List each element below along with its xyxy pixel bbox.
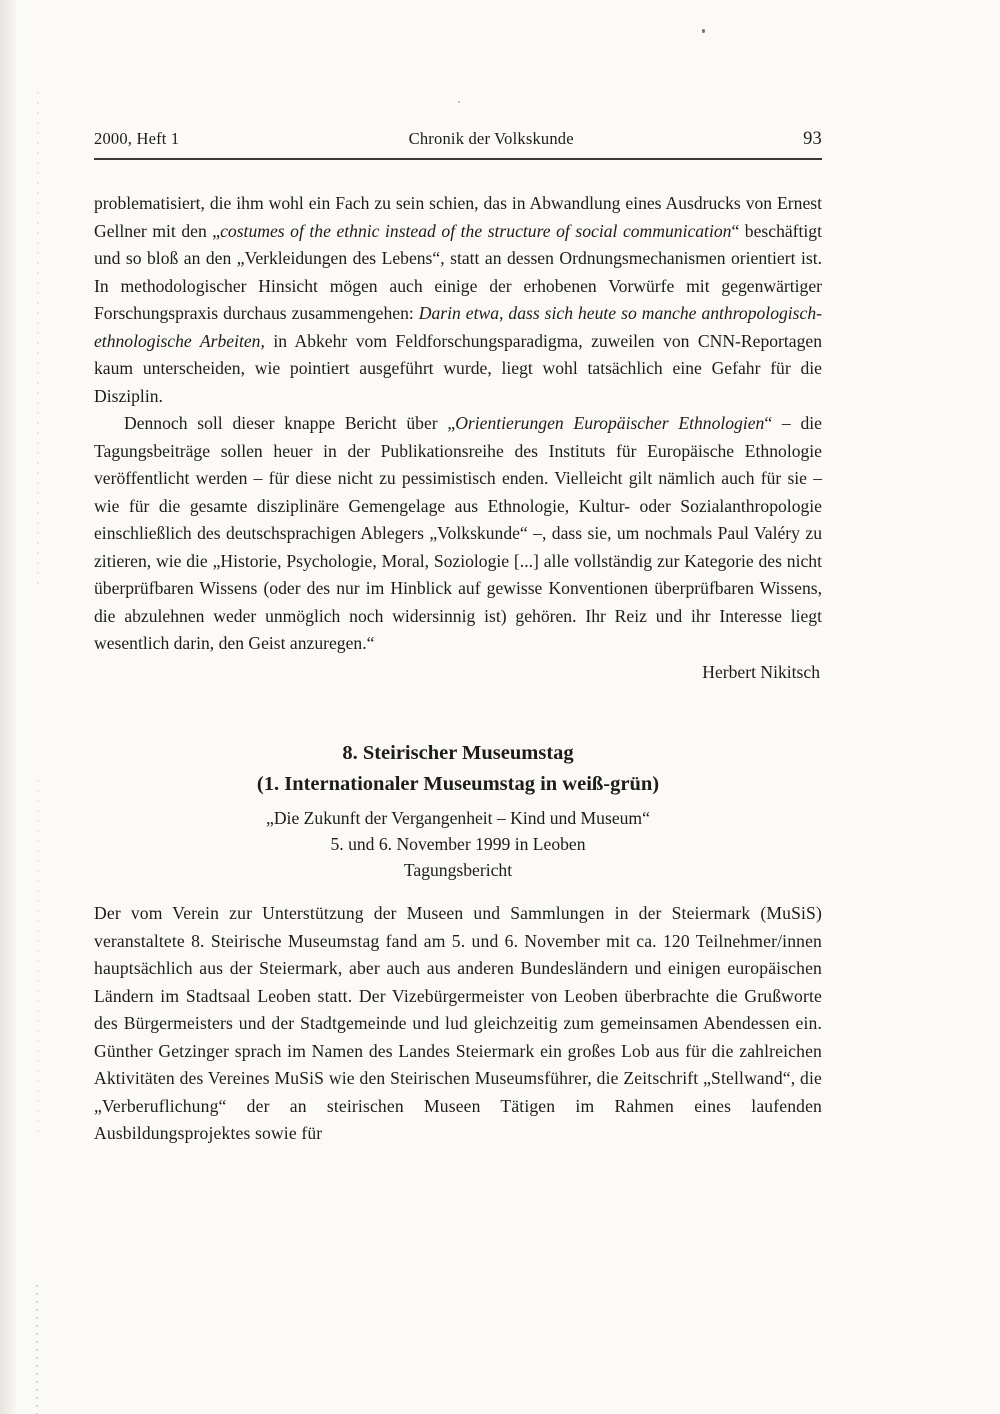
scan-artifact-speck bbox=[702, 29, 705, 33]
section-subtitle-date: 5. und 6. November 1999 in Leoben bbox=[330, 834, 586, 854]
header-page-number: 93 bbox=[803, 129, 822, 149]
header-journal-title: Chronik der Volkskunde bbox=[408, 129, 574, 148]
section-subtitle-quote: „Die Zukunft der Vergangenheit – Kind und Museum“ bbox=[266, 808, 650, 828]
paragraph-article-end-1 bbox=[94, 190, 822, 410]
scan-edge-shadow bbox=[0, 0, 18, 1414]
scan-artifact-dotted-line bbox=[37, 780, 39, 1140]
scan-artifact-dotted-line bbox=[36, 1285, 38, 1414]
paragraph-segment-italic: Darin etwa, dass sich heute so manche anthropologisch-ethnologische Arbeiten, bbox=[94, 303, 822, 351]
paragraph-segment: in Abkehr vom Feldforschungsparadigma, zuweilen von CNN-Reportagen kaum unterscheiden, wie pointiert ausgeführt wurde, liegt wohl tatsächlich eine Gefahr für die Disziplin. bbox=[94, 330, 823, 406]
paragraph-segment-italic: costumes of the ethnic instead of the structure of social communication bbox=[220, 220, 732, 241]
header-issue: 2000, Heft 1 bbox=[94, 129, 180, 148]
header-rule bbox=[94, 158, 822, 160]
paragraph-segment: “ – die Tagungsbeiträge sollen heuer in der Publikationsreihe des Instituts für Europäische Ethnologie veröffentlicht werden – für diese nicht zu pessimistisch enden. Vielleicht gilt nämlich auch für sie – wie für die gesamte disziplinäre Gemengelage aus Ethnologie, Kultur- oder Sozialanthropologie einschließlich des deutschsprachigen Ablegers „Volkskunde“ –, dass sie, um nochmals Paul Valéry zu zitieren, wie die „Historie, Psychologie, Moral, Soziologie [...] alle vollständig zur Kategorie des nicht überprüfbaren Wissens (oder des nur im Hinblick auf gewisse Konventionen überprüfbaren Wissens, die abzulehnen weder unmöglich noch widersinnig ist) gehören. Ihr Reiz und ihr Interesse liegt wesentlich darin, den Geist anzuregen.“ bbox=[94, 413, 822, 653]
running-head bbox=[94, 129, 822, 150]
paragraph-segment: problematisiert, die ihm wohl ein Fach zu sein schien, das in Abwandlung eines Ausdrucks von Ernest Gellner mit den „ bbox=[94, 193, 822, 241]
scan-artifact-dotted-line bbox=[37, 92, 39, 592]
paragraph-segment: “ beschäftigt und so bloß an den „Verkleidungen des Lebens“, statt an dessen Ordnungsmechanismen orientiert ist. In methodologischer Hinsicht mögen auch einige der erhobenen Vorwürfe mit gegenwärtiger Forschungspraxis durchaus zusammengehen: bbox=[94, 220, 822, 323]
scan-artifact-speck bbox=[458, 101, 460, 103]
page-text-block bbox=[94, 129, 822, 1148]
paragraph-segment: Dennoch soll dieser knappe Bericht über „ bbox=[124, 413, 456, 433]
author-signature: Herbert Nikitsch bbox=[702, 661, 820, 682]
paragraph-article-end-2 bbox=[94, 410, 822, 658]
paragraph-segment-italic: Orientierungen Europäischer Ethnologien bbox=[455, 413, 765, 433]
section-subtitle-type: Tagungsbericht bbox=[403, 860, 513, 880]
section-title-line-2: (1. Internationaler Museumstag in weiß-grün) bbox=[256, 773, 660, 795]
section-title-line-1: 8. Steirischer Museumstag bbox=[342, 742, 574, 764]
paragraph-report-1: Der vom Verein zur Unterstützung der Museen und Sammlungen in der Steiermark (MuSiS) veranstaltete 8. Steirische Museumstag fand am 5. und 6. November mit ca. 120 Teilnehmer/innen hauptsächlich aus der Steiermark, aber auch aus anderen Bundesländern und einigen europäischen Ländern im Stadtsaal Leoben statt. Der Vizebürgermeister von Leoben überbrachte die Grußworte des Bürgermeisters und der Stadtgemeinde und lud gleichzeitig zum gemeinsamen Abendessen ein. Günther Getzinger sprach im Namen des Landes Steiermark ein großes Lob aus für die zahlreichen Aktivitäten des Vereines MuSiS wie den Steirischen Museumsführer, die Zeitschrift „Stellwand“, die „Verberuflichung“ der an steirischen Museen Tätigen im Rahmen eines laufenden Ausbildungsprojektes sowie für bbox=[94, 903, 822, 1143]
